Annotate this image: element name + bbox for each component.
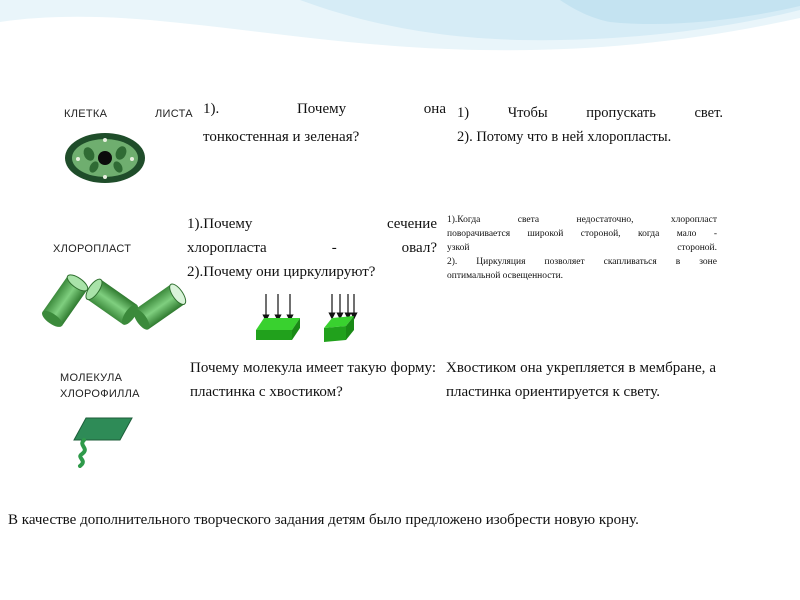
row2-answer-part: узкой <box>447 243 470 253</box>
row1-answer-line2: 2). Потому что в ней хлоропласты. <box>457 129 672 145</box>
row3-question: Почему молекула имеет такую форму: пластинка с хвостиком? <box>190 360 436 400</box>
row1-answer-part: пропускать <box>586 105 656 121</box>
chloroplast-label: ХЛОРОПЛАСТ <box>53 243 132 255</box>
cell-label: КЛЕТКА <box>64 108 108 120</box>
chlorophyll-label-line2: ХЛОРОФИЛЛА <box>60 388 140 400</box>
row1-question-part: 1). <box>203 101 220 117</box>
row2-question <box>187 212 437 284</box>
leaf-label: ЛИСТА <box>155 108 193 120</box>
row2-question-part: овал? <box>401 240 437 256</box>
chlorophyll-molecule-label <box>60 370 140 402</box>
row2-question-part: хлоропласта <box>187 240 267 256</box>
chlorophyll-molecule-illustration <box>70 416 136 468</box>
header-wave-decoration <box>0 0 800 90</box>
row2-question-part: 1).Почему <box>187 216 253 232</box>
row1-question <box>203 97 446 149</box>
row2-question-part: сечение <box>386 216 437 232</box>
row1-answer-part: свет. <box>694 105 723 121</box>
row2-question-line3: 2).Почему они циркулируют? <box>187 264 376 280</box>
chlorophyll-label-line1: МОЛЕКУЛА <box>60 372 123 384</box>
row1-question-part: Почему <box>296 101 347 117</box>
row2-question-part: - <box>331 240 337 256</box>
row1-answer <box>457 101 723 149</box>
row2-answer-line: 1).Когда света недостаточно, хлоропласт <box>447 215 717 225</box>
row1-question-line2: тонкостенная и зеленая? <box>203 129 360 145</box>
row3-answer: Хвостиком она укрепляется в мембране, а пластинка ориентируется к свету. <box>446 360 716 400</box>
row1-question-part: она <box>423 101 446 117</box>
row2-answer-line: поворачивается широкой стороной, когда мало - <box>447 229 717 239</box>
bottom-paragraph: В качестве дополнительного творческого задания детям было предложено изобрести новую крону. <box>8 512 639 528</box>
chloroplast-cylinders-illustration <box>40 270 190 340</box>
row2-answer <box>447 213 717 283</box>
leaf-cell-illustration <box>64 132 146 184</box>
row1-answer-part: 1) <box>457 105 470 121</box>
row1-answer-part: Чтобы <box>507 105 548 121</box>
row2-answer-line: оптимальной освещенности. <box>447 271 564 281</box>
row2-answer-part: стороной. <box>677 243 717 253</box>
row2-answer-line: 2). Циркуляция позволяет скапливаться в зоне <box>447 257 717 267</box>
light-arrows-illustration <box>248 292 368 348</box>
